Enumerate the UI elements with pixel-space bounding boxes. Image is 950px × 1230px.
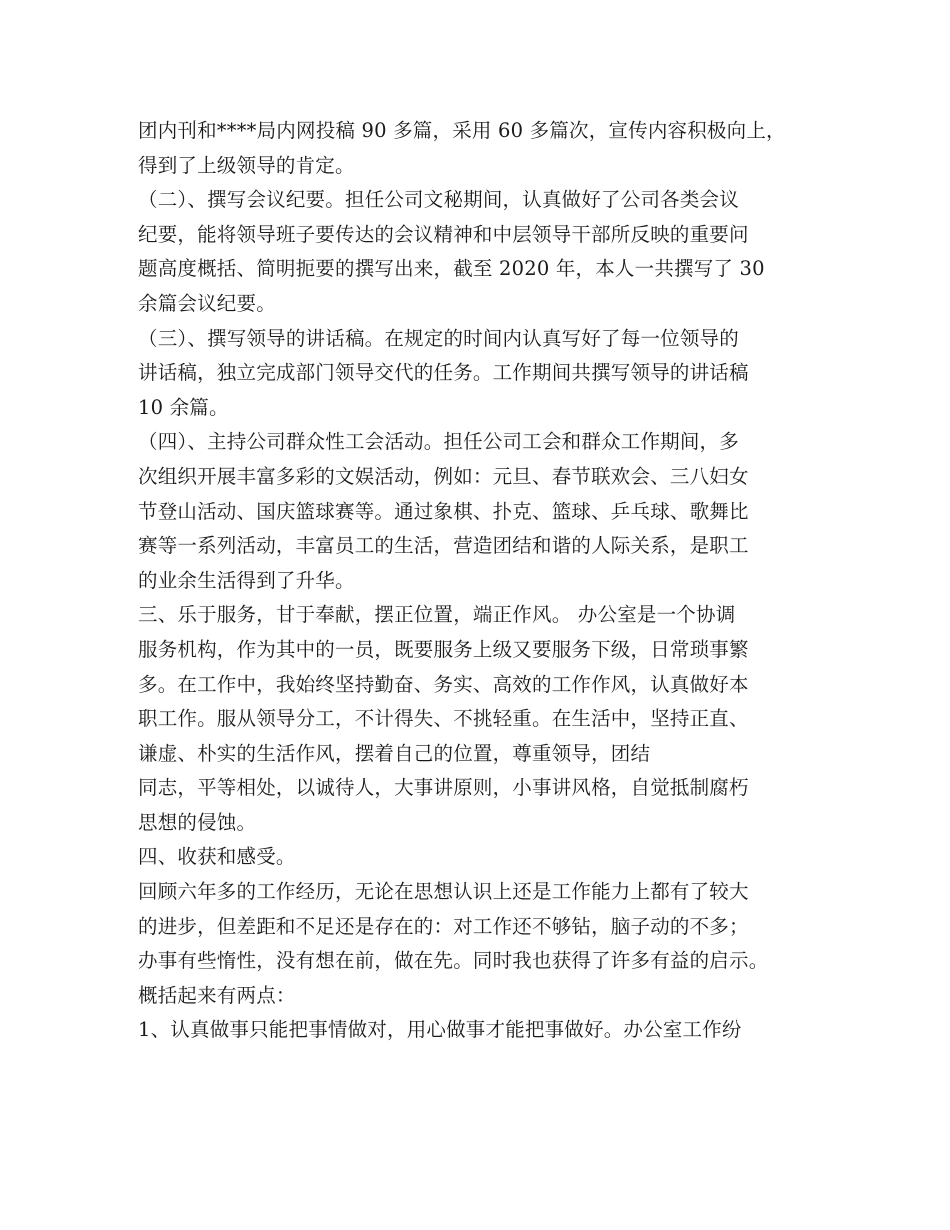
text-line: 10 余篇。 — [138, 395, 229, 419]
text-line: 概括起来有两点： — [138, 983, 296, 1007]
text-line: 四、收获和感受。 — [138, 845, 296, 869]
text-line: 得到了上级领导的肯定。 — [138, 153, 355, 177]
text-line: 三、乐于服务，甘于奉献，摆正位置，端正作风。 办公室是一个协调 — [138, 603, 736, 627]
document-body — [138, 114, 838, 1048]
text-line: 谦虚、朴实的生活作风，摆着自己的位置，尊重领导，团结 — [138, 741, 651, 765]
text-line: 节登山活动、国庆篮球赛等。通过象棋、扑克、篮球、乒乓球、歌舞比 — [138, 499, 749, 523]
text-line: 办事有些惰性，没有想在前，做在先。同时我也获得了许多有益的启示。 — [138, 949, 769, 973]
text-line: 余篇会议纪要。 — [138, 291, 276, 315]
text-line: 题高度概括、简明扼要的撰写出来，截至 2020 年，本人一共撰写了 30 — [138, 257, 765, 281]
text-line: 同志，平等相处，以诚待人，大事讲原则，小事讲风格，自觉抵制腐朽 — [138, 776, 749, 800]
text-line: 1、认真做事只能把事情做对，用心做事才能把事做好。办公室工作纷 — [138, 1018, 742, 1042]
text-line: （四）、主持公司群众性工会活动。担任公司工会和群众工作期间，多 — [138, 430, 739, 454]
text-line: 的进步，但差距和不足还是存在的：对工作还不够钻，脑子动的不多； — [138, 914, 749, 938]
text-line: 次组织开展丰富多彩的文娱活动，例如：元旦、春节联欢会、三八妇女 — [138, 464, 749, 488]
text-line: 服务机构，作为其中的一员，既要服务上级又要服务下级，日常琐事繁 — [138, 637, 749, 661]
text-line: 团内刊和****局内网投稿 90 多篇，采用 60 多篇次，宣传内容积极向上， — [138, 119, 786, 142]
text-line: （三）、撰写领导的讲话稿。在规定的时间内认真写好了每一位领导的 — [138, 326, 739, 350]
text-line: 职工作。服从领导分工，不计得失、不挑轻重。在生活中，坚持正直、 — [138, 707, 749, 731]
text-line: 思想的侵蚀。 — [138, 810, 257, 834]
text-line: 讲话稿，独立完成部门领导交代的任务。工作期间共撰写领导的讲话稿 — [138, 361, 749, 385]
text-line: 多。在工作中，我始终坚持勤奋、务实、高效的工作作风，认真做好本 — [138, 672, 749, 696]
text-line: 赛等一系列活动，丰富员工的生活，营造团结和谐的人际关系，是职工 — [138, 534, 749, 558]
text-line: （二）、撰写会议纪要。担任公司文秘期间，认真做好了公司各类会议 — [138, 188, 739, 212]
text-line: 回顾六年多的工作经历，无论在思想认识上还是工作能力上都有了较大 — [138, 880, 749, 904]
text-line: 纪要，能将领导班子要传达的会议精神和中层领导干部所反映的重要问 — [138, 222, 749, 246]
text-line: 的业余生活得到了升华。 — [138, 568, 355, 592]
